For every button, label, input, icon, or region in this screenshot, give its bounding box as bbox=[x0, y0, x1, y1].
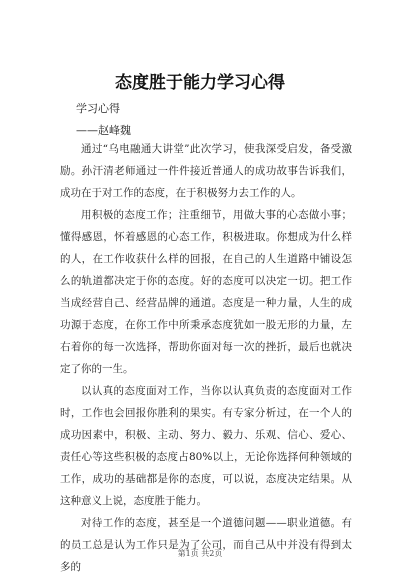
document-title: 态度胜于能力学习心得 bbox=[115, 73, 285, 93]
paragraph: 以认真的态度面对工作，当你以认真负责的态度面对工作时，工作也会回报你胜利的果实。有专家分析过，在一个人的成功因素中，积极、主动、努力、毅力、乐观、信心、爱心、责任心等这些积极的态度占80%以上，无论你选择何种领域的工作，成功的基础都是你的态度，可以说，态度决定结果。从这种意义上说，态度胜于能力。 bbox=[60, 385, 352, 507]
document-body bbox=[60, 138, 352, 578]
paragraph: 用积极的态度工作；注重细节，用做大事的心态做小事；懂得感恩，怀着感恩的心态工作，积极进取。你想成为什么样的人，在工作收获什么样的回报，在自己的人生道路中铺设怎么的轨道都决定于你的态度。好的态度可以决定一切。把工作当成经营自己、经营品牌的通道。态度是一种力量，人生的成功源于态度，在你工作中所秉承态度犹如一股无形的力量，左右着你的每一次选择，帮助你面对每一次的挫折，最后也就决定了你的一生。 bbox=[60, 209, 352, 375]
document-subtitle: 学习心得 bbox=[76, 102, 120, 115]
page-footer: 第1页 共2页 bbox=[177, 549, 223, 558]
document-author: ——赵峰魏 bbox=[76, 124, 131, 137]
paragraph: 通过“乌电融通大讲堂”此次学习，使我深受启发，备受激励。孙汗清老师通过一件件接近普通人的成功故事告诉我们，成功在于对工作的态度，在于积极努力去工作的人。 bbox=[60, 143, 352, 199]
paragraph: 对待工作的态度，甚至是一个道德问题——职业道德。有的员工总是认为工作只是为了公司，而自己从中并没有得到太多的 bbox=[60, 517, 352, 573]
